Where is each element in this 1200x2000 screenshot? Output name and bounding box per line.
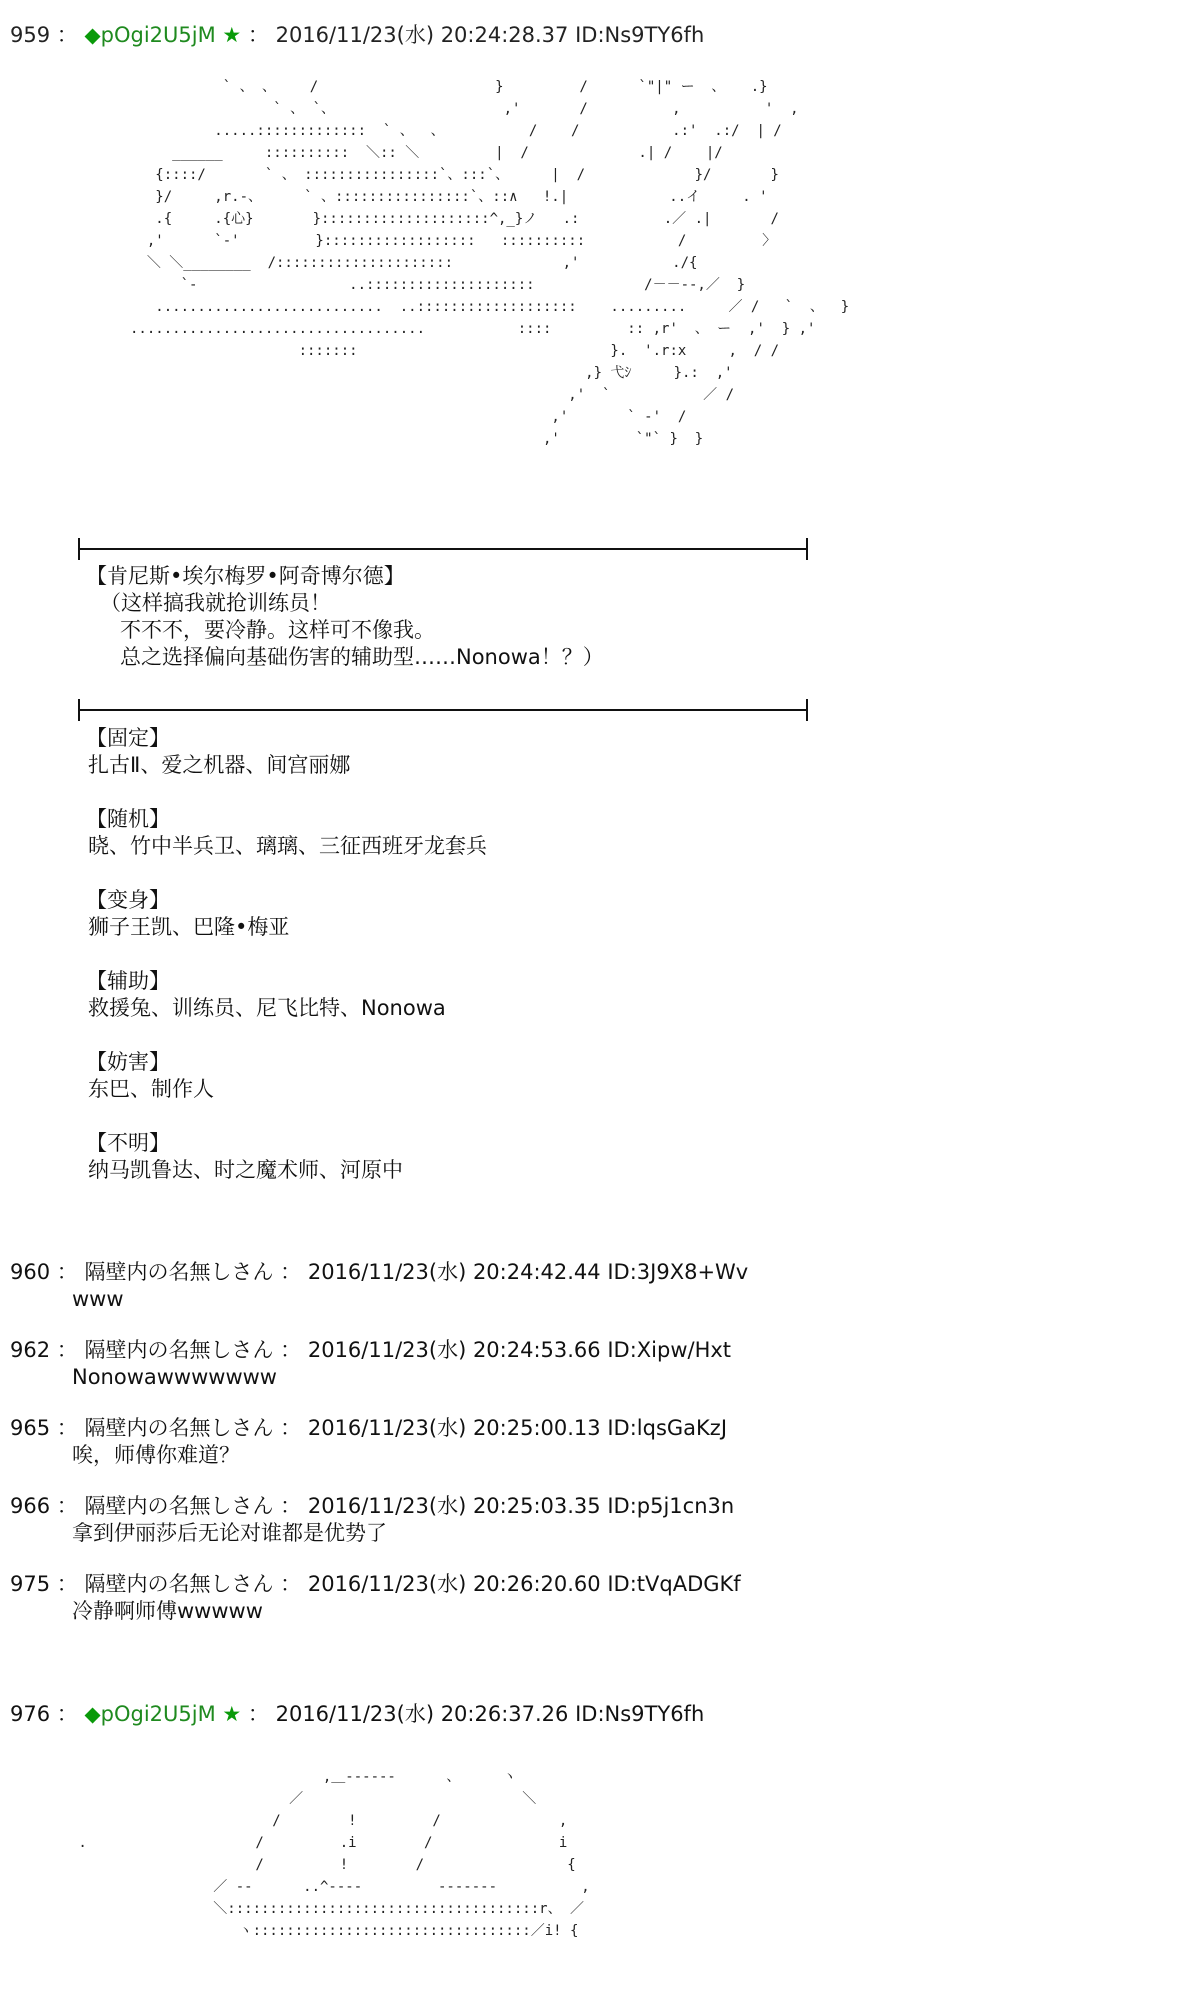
reply-header-962 [10,1337,731,1364]
post-id[interactable]: ID:Ns9TY6fh [575,1702,705,1726]
post-id[interactable]: ID:Ns9TY6fh [575,23,705,47]
poster-name: 隔壁内の名無しさん [84,1416,274,1440]
ascii-art: ` 、 、 / } / `"|" ー 、 .} ` 、 `、 ,' / , ' , .....::::::::::::: ` 、 、 / / .:' .:/ | / ______ :::::::::: ＼:: ＼ | / .| / |/ {::::/ ` 、 ::::::::::::::::`、:::`、 | / }/ } }/ ,r.-、 ` 、::::::::::::::::`、::∧ !.| ..イ . ' .{ .{心} }::::::::::::::::::::^,_}ノ .: .／ .| / ,' `‐' }:::::::::::::::::: :::::::::: / 〉 ＼ ＼________ /::::::::::::::::::::: ,' ./{ `- ..:::::::::::::::::::: /－－‐-,／ } ........................... ..::::::::::::::::::: ......... ／ / ` 、 } ................................... :::: :: ,r' 、 ー ,' } ,' ::::::: }. '.r:x , / / ,} 弋ｼ }.: ,' ,' ` ／ / ,' ` ‐' / ,' `"` } } [130,79,850,447]
post-separator: ： [56,1416,78,1440]
poster-name: 隔壁内の名無しさん [84,1338,274,1362]
star-icon: ★ [222,23,242,47]
post-id[interactable]: ID:lqsGaKzJ [607,1416,728,1440]
trip-name[interactable]: pOgi2U5jM [100,1702,216,1726]
post-separator: ： [56,1260,78,1284]
post-number[interactable]: 966 [10,1494,51,1518]
post-separator: ： [56,1572,78,1596]
post-id[interactable]: ID:Xipw/Hxt [607,1338,732,1362]
post-header-976 [10,1701,704,1728]
post-date: 2016/11/23(水) 20:24:53.66 [307,1338,601,1362]
ascii-art: ,＿------ 、 ヽ ／ ＼ / ! / , . / .i / i / ! / { ／ -- ..^---- ------- , ＼:::::::::::::::::::::::::::::::::::::r、 ／ ヽ:::::::::::::::::::::::::::::::::／i! { [78,1769,590,1939]
post-date: 2016/11/23(水) 20:24:42.44 [307,1260,601,1284]
reply-text: 冷静啊师傅wwwww [72,1599,263,1623]
reply-text: Nonowawwwwwww [72,1365,277,1389]
post-number[interactable]: 960 [10,1260,51,1284]
category-items: 晓、竹中半兵卫、璃璃、三征西班牙龙套兵 [88,834,487,858]
category-items: 扎古Ⅱ、爱之机器、间宫丽娜 [88,753,351,777]
poster-name: 隔壁内の名無しさん [84,1260,274,1284]
post-id[interactable]: ID:3J9X8+Wv [607,1260,749,1284]
post-separator: ： [56,1702,78,1726]
post-date: 2016/11/23(水) 20:26:37.26 [275,1702,569,1726]
divider-cap-left [78,538,80,560]
post-colon: ： [280,1338,302,1362]
category-items: 救援兔、训练员、尼飞比特、Nonowa [88,996,446,1020]
category-label: 【随机】 [86,807,170,831]
post-colon: ： [247,1702,269,1726]
reply-header-960 [10,1259,748,1286]
post-number[interactable]: 975 [10,1572,51,1596]
category-label: 【不明】 [86,1131,170,1155]
category-items: 东巴、制作人 [88,1077,214,1101]
divider-cap-right [806,699,808,721]
reply-text: 拿到伊丽莎后无论对谁都是优势了 [72,1521,387,1545]
poster-name: 隔壁内の名無しさん [84,1494,274,1518]
post-colon: ： [280,1572,302,1596]
post-header-959 [10,22,704,49]
post-number[interactable]: 962 [10,1338,51,1362]
post-colon: ： [280,1416,302,1440]
post-date: 2016/11/23(水) 20:26:20.60 [307,1572,601,1596]
post-separator: ： [56,1494,78,1518]
post-date: 2016/11/23(水) 20:25:03.35 [307,1494,601,1518]
divider-rule [78,709,808,711]
diamond-icon: ◆ [84,1702,101,1726]
post-separator: ： [56,1338,78,1362]
category-label: 【固定】 [86,726,170,750]
divider-cap-right [806,538,808,560]
post-colon: ： [280,1494,302,1518]
reply-text: www [72,1287,124,1311]
category-label: 【辅助】 [86,969,170,993]
post-date: 2016/11/23(水) 20:24:28.37 [275,23,569,47]
star-icon: ★ [222,1702,242,1726]
trip-name[interactable]: pOgi2U5jM [100,23,216,47]
post-id[interactable]: ID:tVqADGKf [607,1572,741,1596]
dialog-line-1: （这样搞我就抢训练员！ [100,591,331,615]
post-date: 2016/11/23(水) 20:25:00.13 [307,1416,601,1440]
poster-name: 隔壁内の名無しさん [84,1572,274,1596]
dialog-line-2: 不不不，要冷静。这样可不像我。 [120,618,435,642]
divider-rule [78,548,808,550]
post-number[interactable]: 959 [10,23,51,47]
post-colon: ： [280,1260,302,1284]
category-label: 【妨害】 [86,1050,170,1074]
category-items: 纳马凯鲁达、时之魔术师、河原中 [88,1158,403,1182]
post-colon: ： [247,23,269,47]
reply-text: 唉，师傅你难道？ [72,1443,240,1467]
category-items: 狮子王凯、巴隆•梅亚 [88,915,290,939]
diamond-icon: ◆ [84,23,101,47]
reply-header-965 [10,1415,727,1442]
reply-header-966 [10,1493,734,1520]
speaker-name: 【肯尼斯•埃尔梅罗•阿奇博尔德】 [86,564,405,588]
dialog-line-3: 总之选择偏向基础伤害的辅助型……Nonowa！？） [120,645,604,669]
category-label: 【变身】 [86,888,170,912]
post-separator: ： [56,23,78,47]
post-number[interactable]: 976 [10,1702,51,1726]
post-id[interactable]: ID:p5j1cn3n [607,1494,735,1518]
post-number[interactable]: 965 [10,1416,51,1440]
reply-header-975 [10,1571,741,1598]
divider-cap-left [78,699,80,721]
